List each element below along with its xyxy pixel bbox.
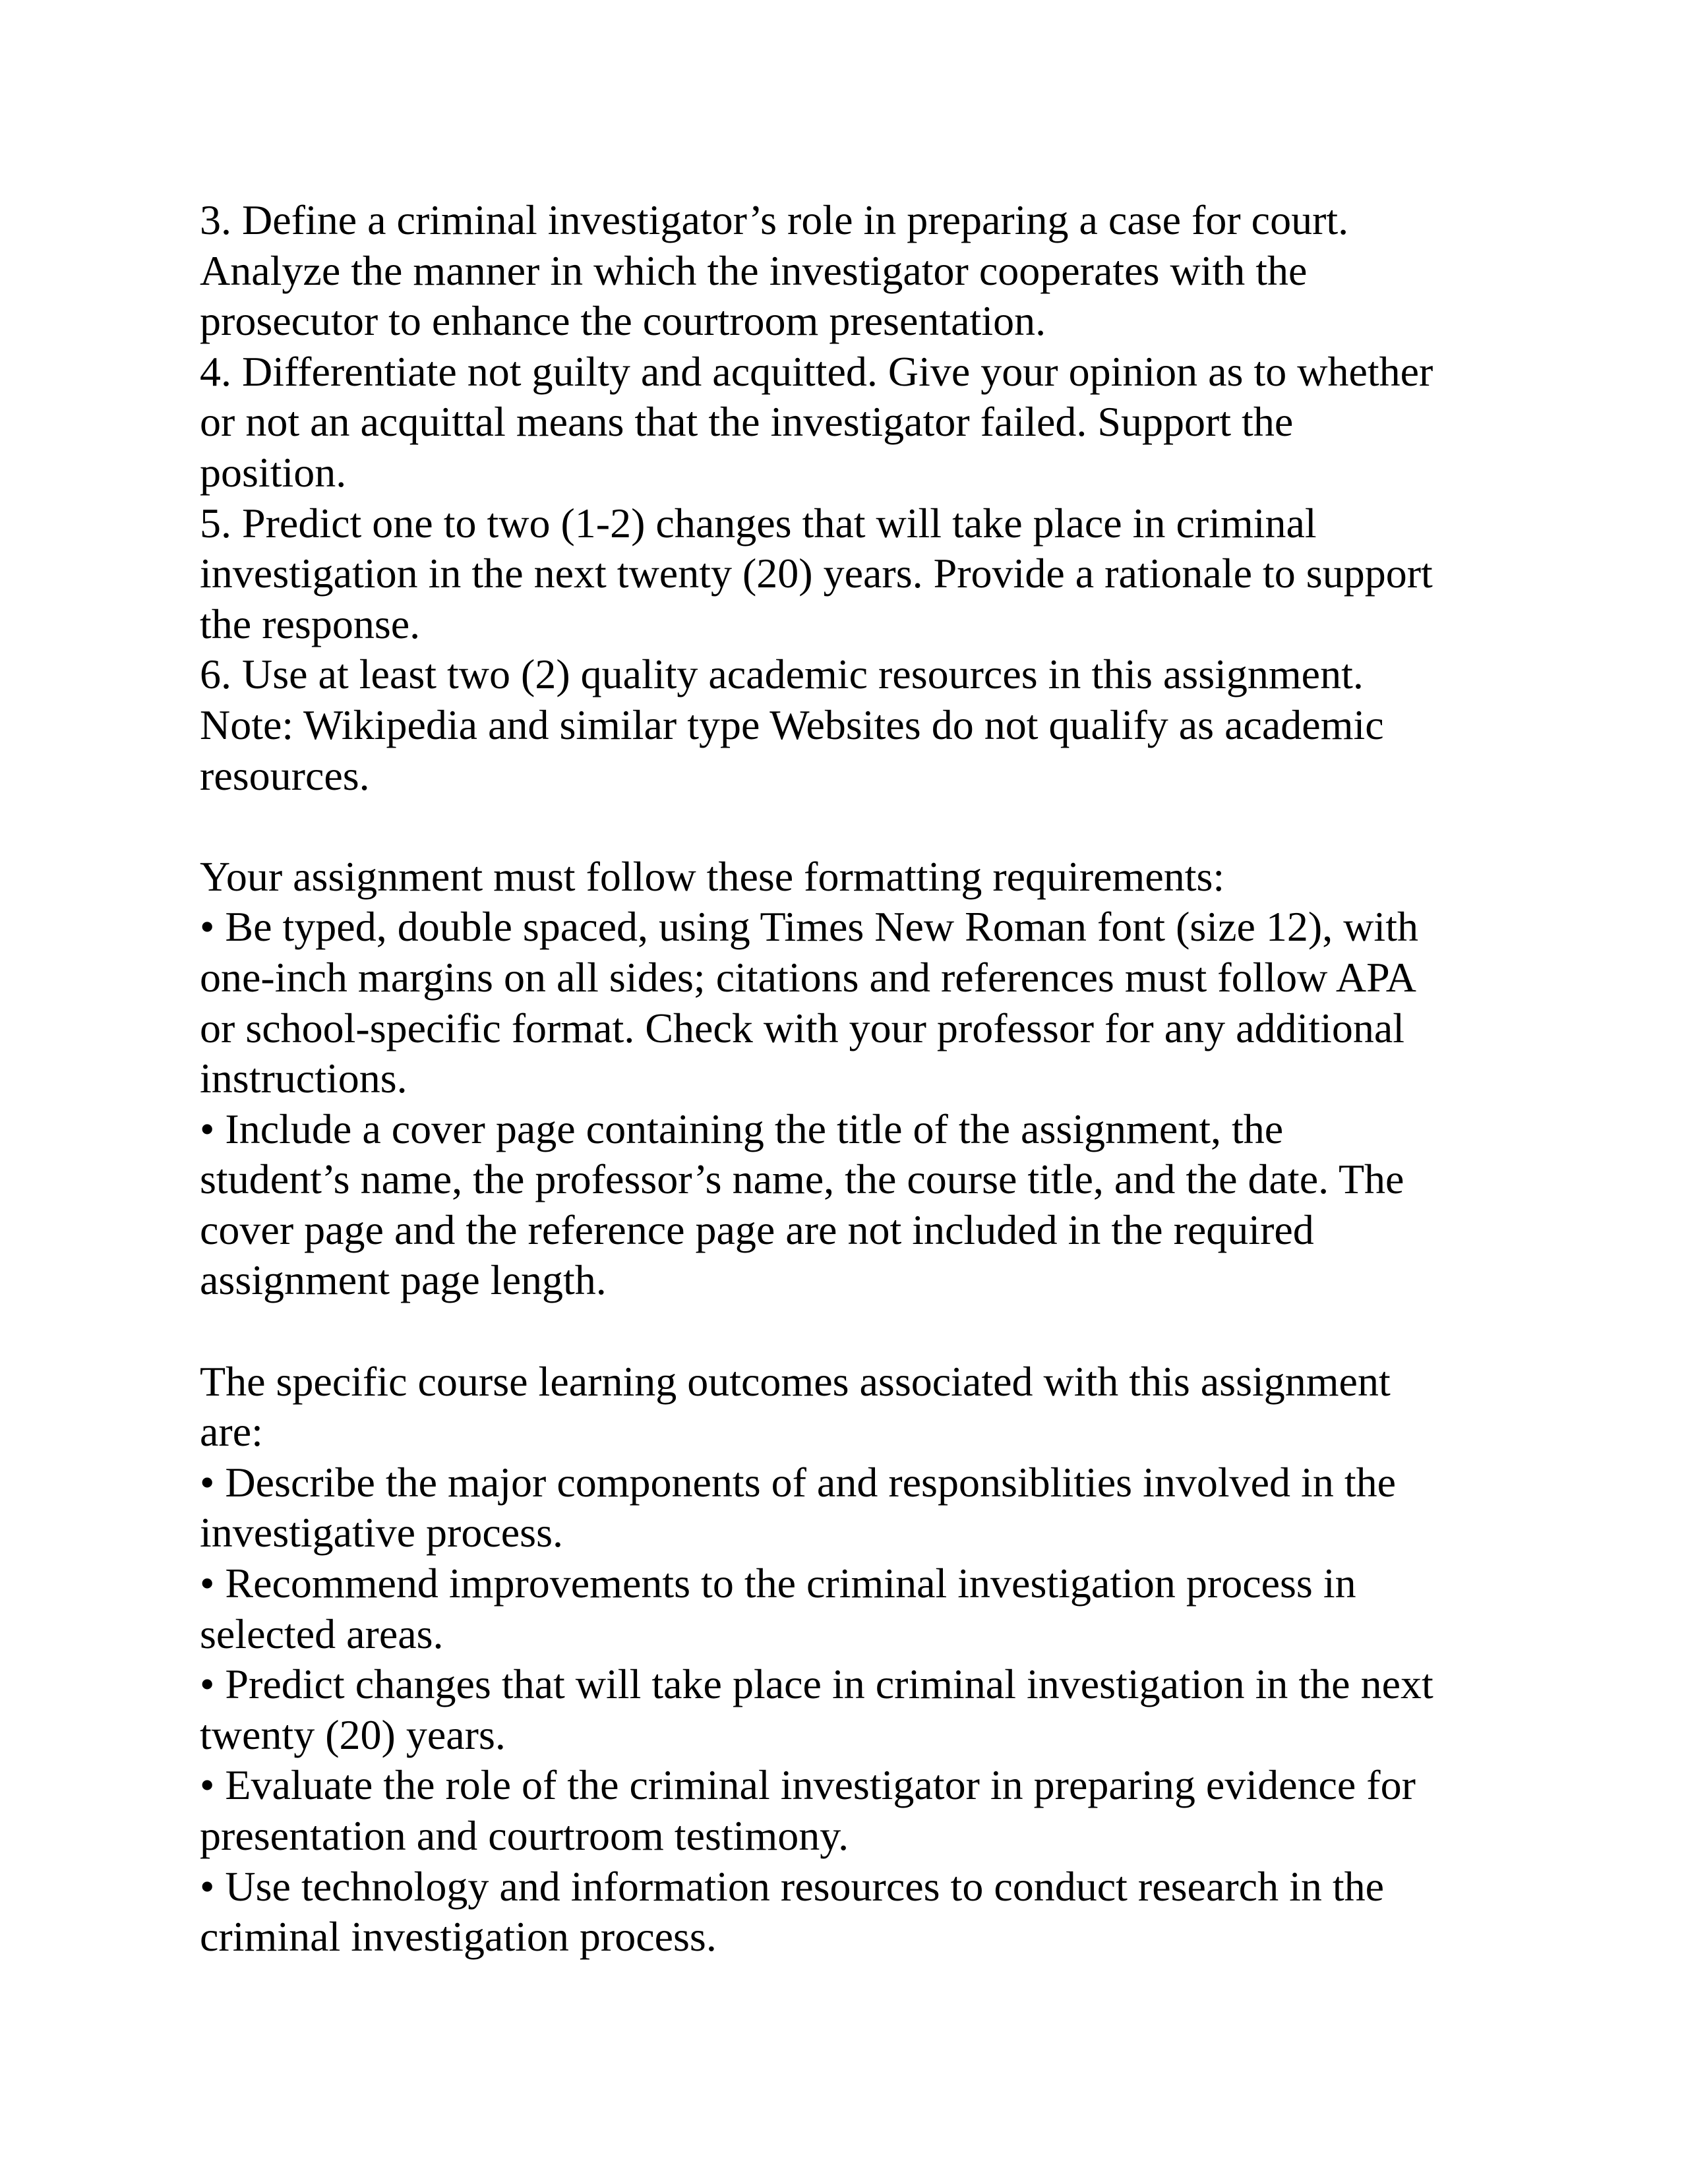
text-line: • Use technology and information resources to conduct research in the: [200, 1862, 1385, 1910]
text-line: • Be typed, double spaced, using Times New Roman font (size 12), with: [200, 903, 1418, 951]
text-line: one-inch margins on all sides; citations and references must follow APA: [200, 953, 1416, 1001]
text-line: resources.: [200, 752, 370, 799]
numbered-item-5: [200, 498, 1525, 650]
formatting-section: [200, 852, 1525, 1306]
text-line: Analyze the manner in which the investigator cooperates with the: [200, 247, 1308, 294]
text-line: • Recommend improvements to the criminal investigation process in: [200, 1560, 1356, 1607]
outcome-bullet: [200, 1458, 1525, 1558]
outcome-bullet: [200, 1760, 1525, 1861]
text-line: • Evaluate the role of the criminal investigator in preparing evidence for: [200, 1761, 1416, 1809]
text-line: twenty (20) years.: [200, 1711, 506, 1758]
numbered-item-3: [200, 195, 1525, 347]
text-line: instructions.: [200, 1055, 407, 1102]
numbered-item-6: [200, 649, 1525, 801]
text-line: position.: [200, 448, 347, 496]
text-line: • Describe the major components of and responsiblities involved in the: [200, 1458, 1396, 1506]
formatting-heading: Your assignment must follow these formatting requirements:: [200, 852, 1225, 900]
outcome-bullet: [200, 1558, 1525, 1659]
outcome-bullet: [200, 1862, 1525, 1963]
document-body: [200, 195, 1525, 1963]
text-line: 5. Predict one to two (1-2) changes that will take place in criminal: [200, 499, 1317, 546]
outcomes-section: [200, 1357, 1525, 1963]
paragraph-gap: [200, 1306, 1525, 1357]
text-line: cover page and the reference page are not included in the required: [200, 1206, 1314, 1253]
text-line: assignment page length.: [200, 1256, 607, 1304]
text-line: investigative process.: [200, 1509, 563, 1556]
text-line: or school-specific format. Check with your professor for any additional: [200, 1004, 1405, 1051]
outcome-bullet: [200, 1659, 1525, 1760]
formatting-bullet: [200, 1104, 1525, 1306]
text-line: student’s name, the professor’s name, the course title, and the date. The: [200, 1156, 1404, 1203]
text-line: prosecutor to enhance the courtroom presentation.: [200, 297, 1046, 345]
numbered-item-4: [200, 347, 1525, 498]
paragraph-gap: [200, 801, 1525, 852]
text-line: Note: Wikipedia and similar type Websites do not qualify as academic: [200, 701, 1384, 748]
formatting-bullet: [200, 902, 1525, 1104]
text-line: • Include a cover page containing the title of the assignment, the: [200, 1105, 1284, 1152]
text-line: • Predict changes that will take place in criminal investigation in the next: [200, 1661, 1433, 1708]
outcomes-heading: are:: [200, 1408, 263, 1456]
text-line: the response.: [200, 600, 421, 647]
text-line: investigation in the next twenty (20) years. Provide a rationale to support: [200, 550, 1433, 597]
text-line: criminal investigation process.: [200, 1913, 717, 1961]
outcomes-heading: The specific course learning outcomes associated with this assignment: [200, 1357, 1391, 1405]
text-line: or not an acquittal means that the investigator failed. Support the: [200, 398, 1294, 446]
text-line: selected areas.: [200, 1610, 444, 1657]
text-line: 4. Differentiate not guilty and acquitted. Give your opinion as to whether: [200, 347, 1433, 395]
text-line: presentation and courtroom testimony.: [200, 1812, 849, 1859]
text-line: 6. Use at least two (2) quality academic resources in this assignment.: [200, 651, 1364, 698]
text-line: 3. Define a criminal investigator’s role in preparing a case for court.: [200, 196, 1349, 243]
